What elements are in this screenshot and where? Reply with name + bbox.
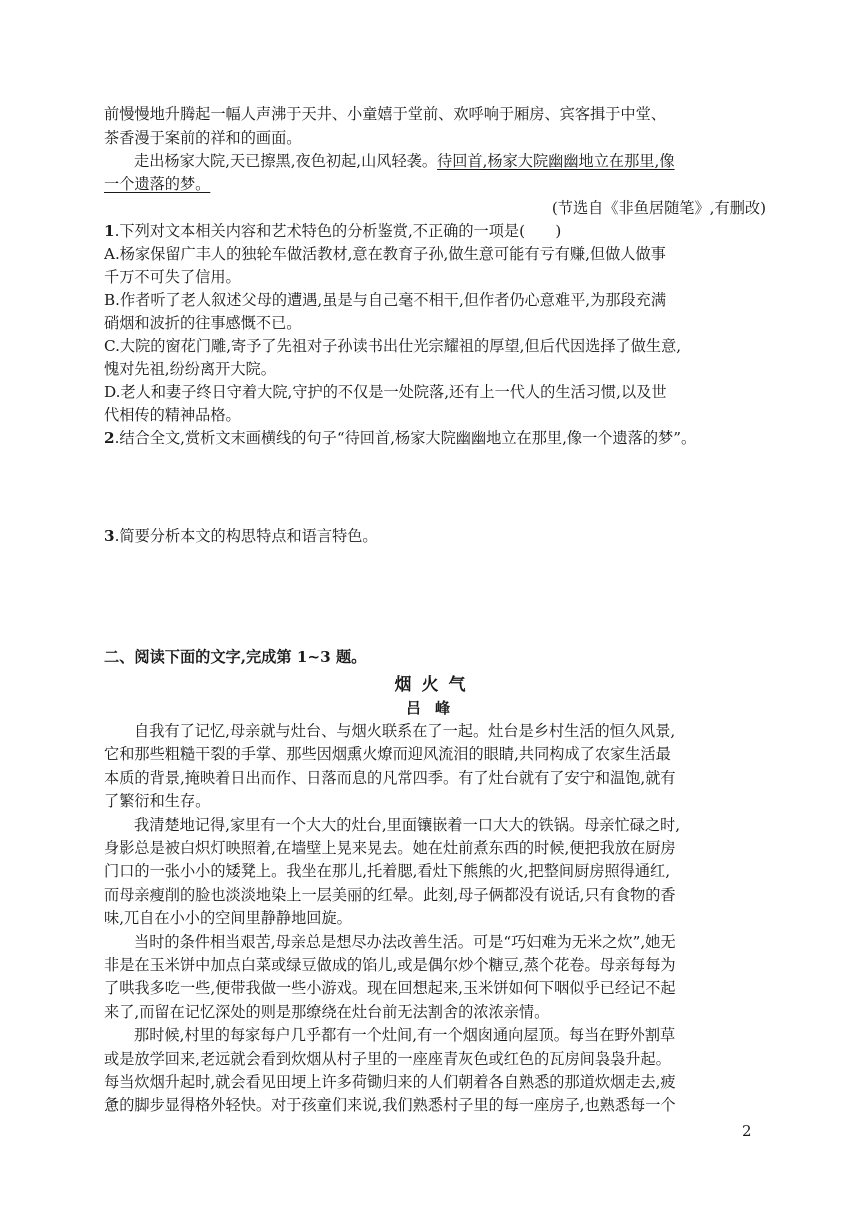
option-a-line-1: A.杨家保留广丰人的独轮车做活教材,意在教育子孙,做生意可能有亏有赚,但做人做事	[104, 245, 666, 263]
article-line: 或是放学回来,老远就会看到炊烟从村子里的一座座青灰色或红色的瓦房间袅袅升起。	[104, 1049, 671, 1068]
question-1-text: .下列对文本相关内容和艺术特色的分析鉴赏,不正确的一项是( )	[114, 222, 562, 240]
article-line: 惫的脚步显得格外轻快。对于孩童们来说,我们熟悉村子里的每一座房子,也熟悉每一个	[104, 1096, 676, 1115]
option-d-line-2: 代相传的精神品格。	[104, 406, 241, 424]
last-para-plain: 走出杨家大院,天已擦黑,夜色初起,山风轻袭。	[134, 152, 438, 170]
article-line: 那时候,村里的每家每户几乎都有一个灶间,有一个烟囱通向屋顶。每当在野外割草	[134, 1026, 676, 1045]
article-line: 我清楚地记得,家里有一个大大的灶台,里面镶嵌着一口大大的铁锅。母亲忙碌之时,	[134, 815, 681, 834]
question-2-text: .结合全文,赏析文末画横线的句子“待回首,杨家大院幽幽地立在那里,像一个遗落的梦”。	[114, 429, 697, 447]
question-2-number: 2	[104, 429, 115, 447]
passage1-last-paragraph	[134, 150, 766, 172]
source-citation: (节选自《非鱼居随笔》,有删改)	[551, 199, 766, 217]
article-line: 它和那些粗糙干裂的手掌、那些因烟熏火燎而迎风流泪的眼睛,共同构成了农家生活最	[104, 745, 671, 764]
option-a-line-2: 千万不可失了信用。	[104, 268, 241, 286]
article-line: 了哄我多吃一些,便带我做一些小游戏。现在回想起来,玉米饼如何下咽似乎已经记不起	[104, 979, 676, 998]
question-3	[104, 525, 766, 547]
article-line: 而母亲瘦削的脸也淡淡地染上一层美丽的红晕。此刻,母子俩都没有说话,只有食物的香	[104, 885, 676, 904]
article-line: 身影总是被白炽灯映照着,在墙壁上晃来晃去。她在灶前煮东西的时候,便把我放在厨房	[104, 839, 676, 857]
underlined-sentence-part-1: 待回首,杨家大院幽幽地立在那里,像	[437, 152, 675, 170]
section-2-heading: 二、阅读下面的文字,完成第 1~3 题。	[104, 648, 367, 666]
question-1-number: 1	[104, 222, 115, 240]
article-line: 门口的一张小小的矮凳上。我坐在那儿,托着腮,看灶下熊熊的火,把整间厨房照得通红,	[104, 862, 671, 881]
article-title: 烟火气	[394, 675, 476, 695]
article-line: 每当炊烟升起时,就会看见田埂上许多荷锄归来的人们朝着各自熟悉的那道炊烟走去,疲	[104, 1073, 676, 1091]
option-b-line-2: 硝烟和波折的往事感慨不已。	[104, 314, 302, 332]
question-2	[104, 427, 766, 449]
passage1-line-2: 茶香漫于案前的祥和的画面。	[104, 129, 302, 147]
article-line: 来了,而留在记忆深处的则是那缭绕在灶台前无法割舍的浓浓亲情。	[104, 1002, 550, 1021]
passage1-line-1: 前慢慢地升腾起一幅人声沸于天井、小童嬉于堂前、欢呼响于厢房、宾客揖于中堂、	[104, 105, 666, 123]
question-3-number: 3	[104, 527, 115, 545]
article-line: 了繁衍和生存。	[104, 792, 211, 811]
passage1-last-line	[104, 173, 766, 195]
article-author: 吕峰	[405, 699, 464, 717]
question-1	[104, 220, 766, 242]
page-number: 2	[742, 1122, 752, 1140]
article-line: 自我有了记忆,母亲就与灶台、与烟火联系在了一起。灶台是乡村生活的恒久风景,	[134, 722, 676, 740]
article-line: 本质的背景,掩映着日出而作、日落而息的凡常四季。有了灶台就有了安宁和温饱,就有	[104, 768, 676, 787]
option-c-line-1: C.大院的窗花门雕,寄予了先祖对子孙读书出仕光宗耀祖的厚望,但后代因选择了做生意,	[104, 337, 682, 355]
option-b-line-1: B.作者听了老人叙述父母的遭遇,虽是与自己毫不相干,但作者仍心意难平,为那段充满	[104, 291, 667, 309]
article-line: 当时的条件相当艰苦,母亲总是想尽办法改善生活。可是“巧妇难为无米之炊”,她无	[134, 932, 676, 951]
option-c-line-2: 愧对先祖,纷纷离开大院。	[104, 360, 276, 378]
underlined-sentence-part-2: 一个遗落的梦。	[104, 175, 211, 193]
article-line: 非是在玉米饼中加点白菜或绿豆做成的馅儿,或是偶尔炒个糖豆,蒸个花卷。母亲每每为	[104, 956, 676, 974]
option-d-line-1: D.老人和妻子终日守着大院,守护的不仅是一处院落,还有上一代人的生活习惯,以及世	[104, 383, 667, 401]
question-3-text: .简要分析本文的构思特点和语言特色。	[114, 527, 378, 545]
article-line: 味,兀自在小小的空间里静静地回旋。	[104, 909, 352, 928]
